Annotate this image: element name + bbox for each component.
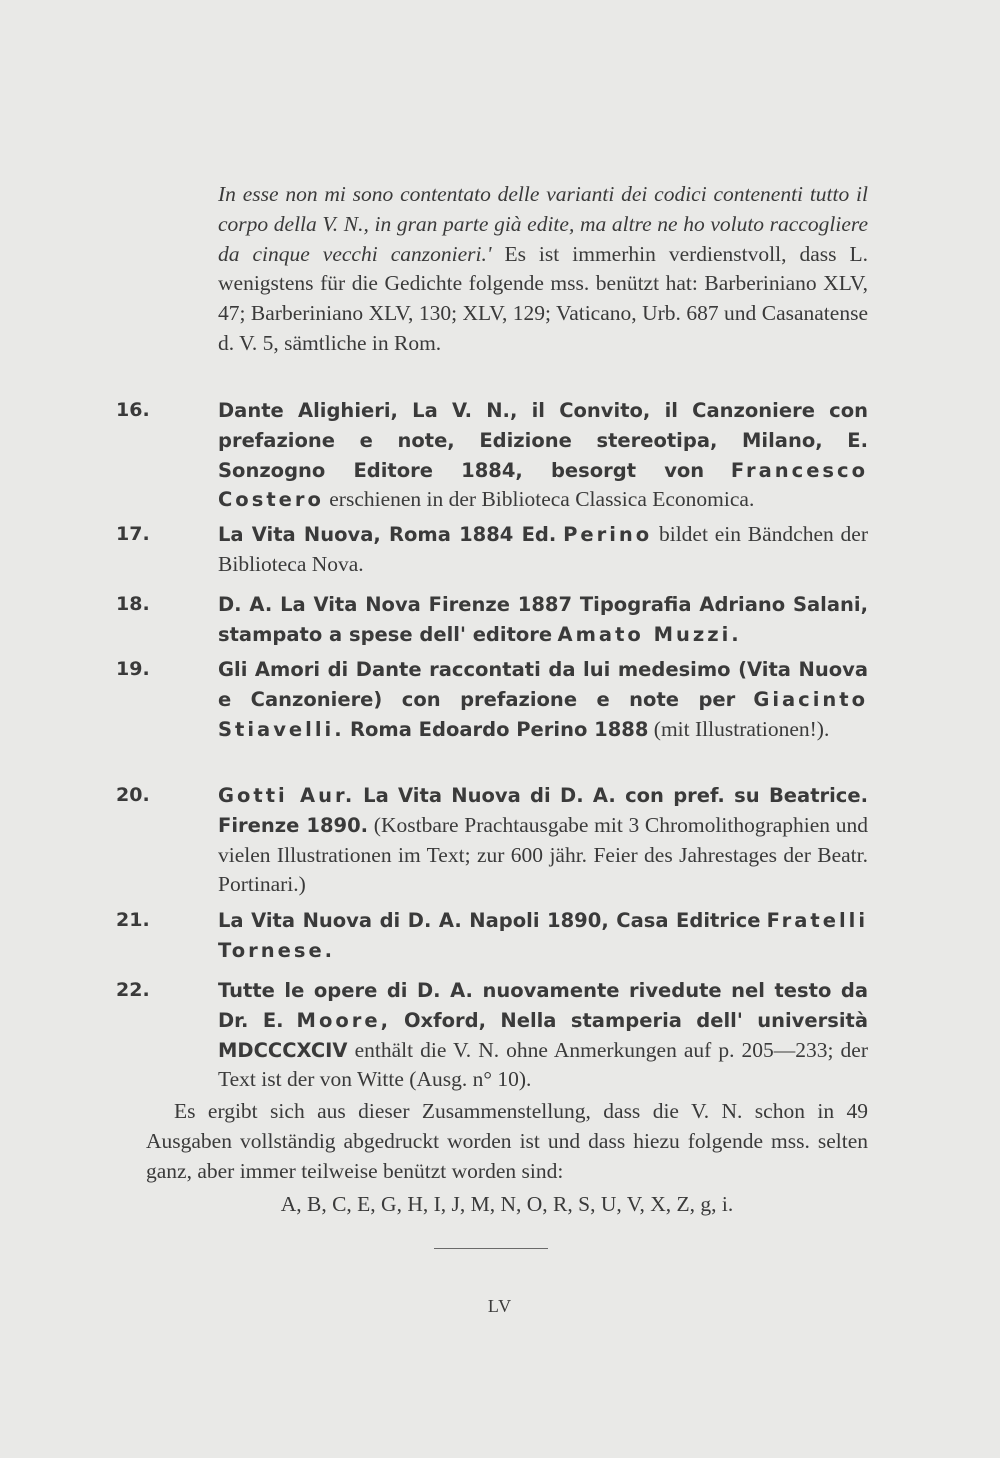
entry-editor: Amato Muzzi. bbox=[557, 622, 742, 646]
entry-number: 18. bbox=[116, 593, 150, 615]
entry-19 bbox=[116, 655, 868, 744]
entry-note: bildet ein Bändchen der Biblioteca Nova. bbox=[218, 522, 868, 576]
entry-title: Tutte le opere di D. A. nuovamente rivedute nel testo da Dr. E. bbox=[218, 979, 868, 1032]
entry-number: 20. bbox=[116, 784, 150, 806]
intro-italic-quote: In esse non mi sono contentato delle varianti dei codici contenenti tutto il corpo della V. N., in gran parte già edite, ma altre ne ho voluto raccogliere da cinque vecchi canzonieri.' bbox=[218, 182, 868, 266]
entry-author: Gotti Aur. bbox=[218, 784, 356, 807]
entry-editor: Francesco Costero bbox=[218, 458, 868, 512]
entry-number: 17. bbox=[116, 523, 150, 545]
entry-20 bbox=[116, 781, 868, 900]
entry-note: (mit Illustrationen!). bbox=[653, 716, 830, 741]
entry-publisher: Roma Edoardo Perino 1888 bbox=[349, 717, 649, 741]
entry-21 bbox=[116, 906, 868, 966]
conclusion-paragraph: Es ergibt sich aus dieser Zusammenstellung, dass die V. N. schon in 49 Ausgaben vollständig abgedruckt worden ist und dass hiezu folgende mss. selten ganz, aber immer teilweise benützt worden sind: bbox=[146, 1099, 868, 1183]
entry-editor: Giacinto Stiavelli. bbox=[218, 687, 869, 741]
entry-title: Gli Amori di Dante raccontati da lui medesimo (Vita Nuova e Canzoniere) con prefazione e note per bbox=[218, 658, 868, 711]
entry-number: 19. bbox=[116, 658, 150, 680]
entry-18 bbox=[116, 590, 868, 650]
entry-22 bbox=[116, 976, 868, 1095]
entry-publisher: Fratelli Tornese. bbox=[218, 909, 869, 962]
intro-text: Es ist immerhin verdienstvoll, dass L. wenigstens für die Gedichte folgende mss. benützt hat: Barberiniano XLV, 47; Barberiniano XLV, 130; XLV, 129; Vaticano, Urb. 687 und Casanatense d. V. 5, sämtliche in Rom. bbox=[218, 241, 868, 355]
entry-note: (Kostbare Prachtausgabe mit 3 Chromolithographien und vielen Illustrationen im Text; zur 600 jähr. Feier des Jahrestages der Beatr. Portinari.) bbox=[218, 812, 868, 897]
entry-publisher: Perino bbox=[563, 523, 653, 546]
entry-note: enthält die V. N. ohne Anmerkungen auf p. 205—233; der Text ist der von Witte (Ausg. n° 10). bbox=[218, 1037, 868, 1092]
entry-16 bbox=[116, 396, 868, 515]
entry-title: La Vita Nuova, Roma 1884 Ed. bbox=[218, 523, 557, 546]
entry-note: erschienen in der Biblioteca Classica Economica. bbox=[329, 487, 755, 512]
entry-number: 22. bbox=[116, 979, 150, 1001]
manuscript-sigla: A, B, C, E, G, H, I, J, M, N, O, R, S, U, V, X, Z, g, i. bbox=[280, 1192, 734, 1216]
entry-publisher: Oxford, Nella stamperia dell' università MDCCCXCIV bbox=[218, 1008, 869, 1062]
entry-editor: Moore, bbox=[296, 1008, 391, 1032]
intro-paragraph bbox=[218, 180, 868, 359]
entry-title: D. A. La Vita Nova Firenze 1887 Tipografia Adriano Salani, stampato a spese dell' editore bbox=[218, 593, 868, 646]
entry-number: 16. bbox=[116, 399, 150, 421]
entry-title: Dante Alighieri, La V. N., il Convito, il Canzoniere con prefazione e note, Edizione stereotipa, Milano, E. Sonzogno Editore 1884, besorgt von bbox=[218, 399, 868, 482]
entry-17 bbox=[116, 520, 868, 580]
entry-title: La Vita Nuova di D. A. con pref. su Beatrice. Firenze 1890. bbox=[218, 784, 869, 837]
entry-title: La Vita Nuova di D. A. Napoli 1890, Casa Editrice bbox=[218, 909, 761, 932]
page-number: LV bbox=[487, 1296, 513, 1316]
entry-number: 21. bbox=[116, 909, 150, 931]
divider-rule bbox=[434, 1248, 548, 1249]
